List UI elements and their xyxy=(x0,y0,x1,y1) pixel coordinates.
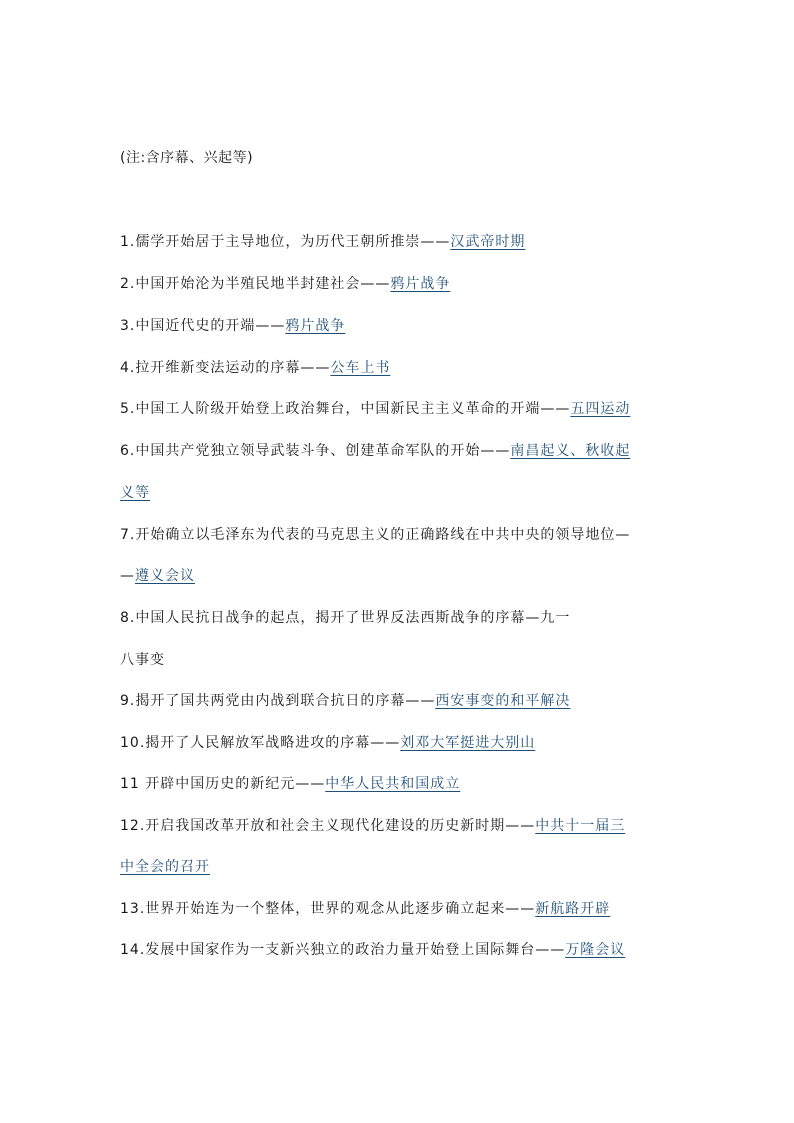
item-answer: 新航路开辟 xyxy=(535,901,611,917)
list-item xyxy=(120,940,625,960)
item-text: 5.中国工人阶级开始登上政治舞台，中国新民主主义革命的开端—— xyxy=(120,401,571,417)
item-answer: 公车上书 xyxy=(330,360,391,376)
note-text: (注:含序幕、兴起等) xyxy=(120,150,254,166)
list-item xyxy=(120,358,390,378)
list-item xyxy=(120,232,525,252)
item-text: 10.揭开了人民解放军战略进攻的序幕—— xyxy=(120,735,401,751)
item-text: 3.中国近代史的开端—— xyxy=(120,318,286,334)
item-text: 12.开启我国改革开放和社会主义现代化建设的历史新时期—— xyxy=(120,818,536,834)
item-answer: 义等 xyxy=(120,485,150,501)
item-answer: 中全会的召开 xyxy=(120,859,210,875)
list-item xyxy=(120,816,625,836)
item-text: 4.拉开维新变法运动的序幕—— xyxy=(120,360,331,376)
item-answer: 中华人民共和国成立 xyxy=(325,776,461,792)
list-item-continuation xyxy=(120,650,165,670)
item-answer: 遵义会议 xyxy=(135,568,195,584)
item-answer: 中共十一届三 xyxy=(535,818,626,834)
item-text: — xyxy=(120,568,135,584)
item-answer: 西安事变的和平解决 xyxy=(435,693,571,709)
item-text: 6.中国共产党独立领导武装斗争、创建革命军队的开始—— xyxy=(120,443,511,459)
item-answer: 鸦片战争 xyxy=(390,276,451,292)
list-item xyxy=(120,774,460,794)
item-text: 7.开始确立以毛泽东为代表的马克思主义的正确路线在中共中央的领导地位— xyxy=(120,527,631,543)
item-answer: 五四运动 xyxy=(570,401,631,417)
list-item xyxy=(120,608,570,628)
list-item xyxy=(120,316,345,336)
item-text: 八事变 xyxy=(120,652,165,668)
item-answer: 汉武帝时期 xyxy=(450,234,526,250)
list-item-continuation xyxy=(120,483,150,503)
item-answer: 鸦片战争 xyxy=(285,318,346,334)
list-item xyxy=(120,399,630,419)
item-text: 14.发展中国家作为一支新兴独立的政治力量开始登上国际舞台—— xyxy=(120,942,566,958)
item-text: 9.揭开了国共两党由内战到联合抗日的序幕—— xyxy=(120,693,436,709)
item-text: 2.中国开始沦为半殖民地半封建社会—— xyxy=(120,276,391,292)
item-text: 8.中国人民抗日战争的起点，揭开了世界反法西斯战争的序幕—九一 xyxy=(120,610,571,626)
item-answer: 刘邓大军挺进大别山 xyxy=(400,735,536,751)
list-item xyxy=(120,525,630,545)
list-item-continuation xyxy=(120,857,210,877)
item-text: 11 开辟中国历史的新纪元—— xyxy=(120,776,326,792)
list-item-continuation xyxy=(120,566,195,586)
list-item xyxy=(120,691,570,711)
item-text: 13.世界开始连为一个整体，世界的观念从此逐步确立起来—— xyxy=(120,901,536,917)
item-answer: 南昌起义、秋收起 xyxy=(510,443,631,459)
list-item xyxy=(120,733,535,753)
item-text: 1.儒学开始居于主导地位，为历代王朝所推崇—— xyxy=(120,234,451,250)
list-item xyxy=(120,274,450,294)
list-item xyxy=(120,899,610,919)
item-answer: 万隆会议 xyxy=(565,942,626,958)
list-item xyxy=(120,441,630,461)
